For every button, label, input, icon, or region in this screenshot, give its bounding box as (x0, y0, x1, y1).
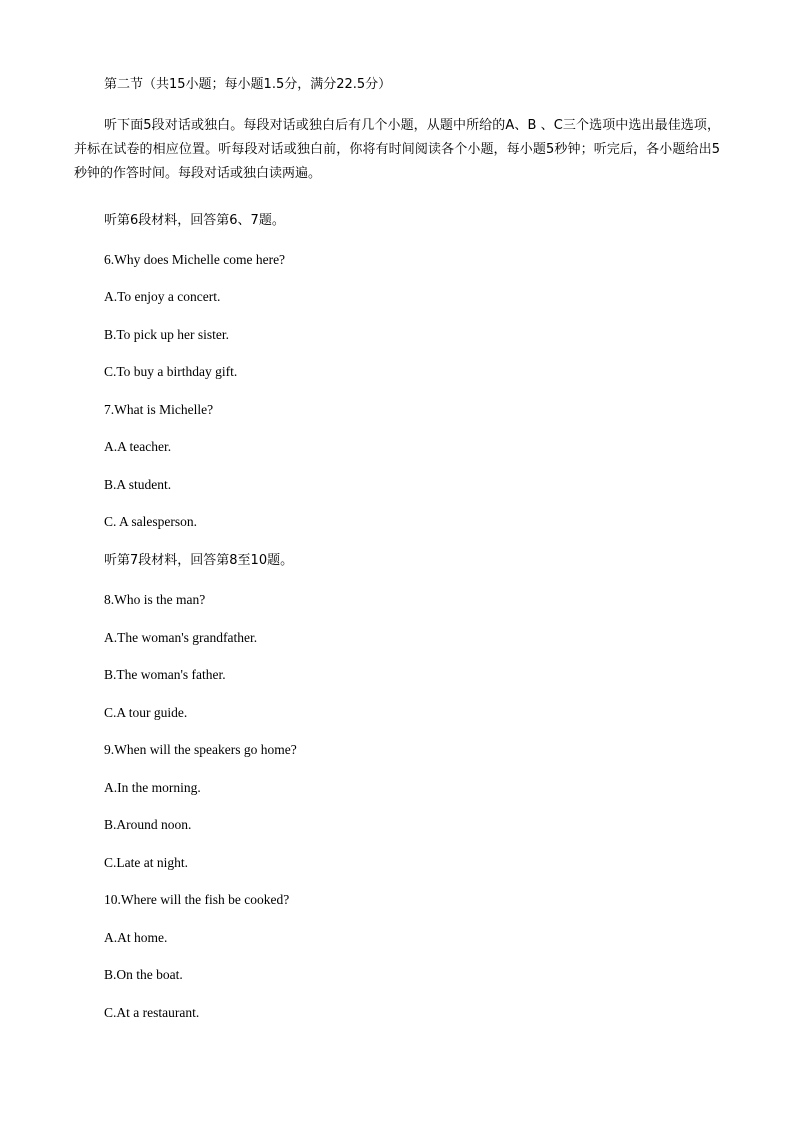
question-9: 9.When will the speakers go home? (104, 742, 297, 757)
group7-label: 听第7段材料，回答第8至10题。 (104, 553, 294, 568)
q10-option-a: A.At home. (104, 930, 168, 945)
q10-option-b: B.On the boat. (104, 967, 183, 982)
q7-option-b: B.A student. (104, 477, 172, 492)
question-10: 10.Where will the fish be cooked? (104, 892, 290, 907)
q9-option-a: A.In the morning. (104, 780, 201, 795)
group6-label: 听第6段材料，回答第6、7题。 (104, 213, 285, 228)
q8-option-a: A.The woman's grandfather. (104, 630, 258, 645)
q10-option-c: C.At a restaurant. (104, 1005, 200, 1020)
q8-option-b: B.The woman's father. (104, 667, 226, 682)
q6-option-a: A.To enjoy a concert. (104, 289, 221, 304)
q8-option-c: C.A tour guide. (104, 705, 188, 720)
instructions-paragraph: 听下面5段对话或独白。每段对话或独白后有几个小题，从题中所给的A、B 、C三个选项中选出最佳选项，并标在试卷的相应位置。听每段对话或独白前，你将有时间阅读各个小题，每小题5秒钟；听完后，各小题给出5秒钟的作答时间。每段对话或独白读两遍。 (74, 118, 720, 181)
question-6: 6.Why does Michelle come here? (104, 252, 286, 267)
q9-option-b: B.Around noon. (104, 817, 192, 832)
q6-option-c: C.To buy a birthday gift. (104, 364, 238, 379)
question-8: 8.Who is the man? (104, 592, 206, 607)
q7-option-c: C. A salesperson. (104, 514, 197, 529)
question-7: 7.What is Michelle? (104, 402, 214, 417)
q7-option-a: A.A teacher. (104, 439, 172, 454)
q9-option-c: C.Late at night. (104, 855, 188, 870)
q6-option-b: B.To pick up her sister. (104, 327, 230, 342)
section-header: 第二节（共15小题；每小题1.5分，满分22.5分） (104, 77, 392, 92)
